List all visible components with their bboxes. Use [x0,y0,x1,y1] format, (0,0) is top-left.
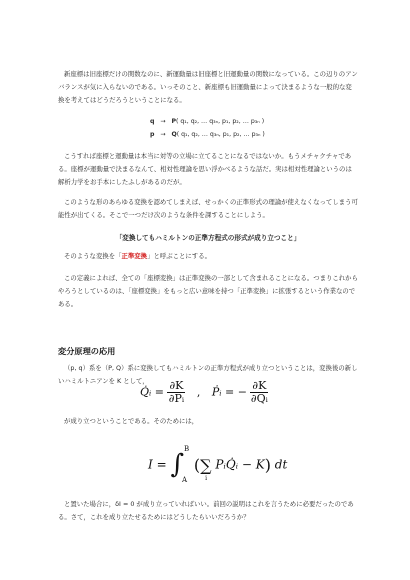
arrow-icon: → [156,118,170,125]
fraction-2-denominator: ∂Qᵢ [250,392,268,405]
integral-limits [184,445,190,485]
equation-p-symbol: p [150,131,155,138]
equation-lhs2: Ṗᵢ [211,385,222,399]
equation-P-function: P [171,118,176,125]
transform-equation-q [150,115,264,128]
fraction-1 [167,380,185,405]
equation-lhs1: Q̇ᵢ [140,385,152,399]
equation-separator: , [196,385,201,399]
equation-q-symbol: q [150,118,155,125]
paragraph-variation: と置いた場合に，δI = 0 が成り立っていればいい。前回の説明はこれを言うために必要だったのである。さて，これを成り立たせるためにはどうしたらいいだろうか？ [58,500,354,521]
integral-upper-limit: B [184,445,190,453]
paragraph-intro: 新座標は旧座標だけの関数なのに、新運動量は旧座標と旧運動量の関数になっている。この辺りのアンバランスが気に入らないのである。いっそのこと、新座標も旧運動量によって決まるような一般的な変換を考えてはどうだろうということになる。 [58,70,358,104]
paragraph-extension: この定義によれば、全ての「座標変換」は正準変換の一部として含まれることになる。つまりこれからやろうとしているのは、「座標変換」をもっと広い意味を持つ「正準変換」に拡張するという作業なのである。 [58,274,358,308]
equation-args: ( q₁, q₂, … q₃ₙ, p₁, p₂, … p₃ₙ ) [176,131,265,138]
integral-differential: dt [274,457,288,472]
paragraph-condition: このような形のあらゆる変換を認めてしまえば、せっかくの正準形式の理論が使えなくなってしまう可能性が出てくる。そこで一つだけ次のような条件を課することにしよう。 [58,198,358,219]
transform-equation-p [150,128,265,141]
equation-Q-function: Q [171,131,177,138]
action-integral: I = ∫ B A (∑ i PᵢQ̇ᵢ − K) dt [148,445,287,485]
equation-args: ( q₁, q₂, … q₃ₙ, p₁, p₂, … p₃ₙ ) [175,118,265,125]
paragraph-definition [58,250,358,263]
paragraph-hamiltonian: （p, q）系を（P, Q）系に変換してもハミルトンの正準方程式が成り立つということは，変換後の新しいハミルトニアンを K として， [58,364,358,385]
integral-lower-limit: A [182,476,188,484]
fraction-1-denominator: ∂Pᵢ [168,392,185,405]
paragraph-condition-2: が成り立つということである。そのためには， [64,417,199,425]
definition-prefix: そのような変換を「 [64,252,122,260]
fraction-2-numerator: ∂K [252,379,267,392]
highlight-heading: 「変換してもハミルトンの正準方程式の形式が成り立つこと」 [115,234,301,242]
fraction-2 [250,380,268,405]
canonical-transform-term: 正準変換 [121,252,148,260]
integrand: PᵢQ̇ᵢ − K [215,457,265,472]
paragraph-equality: こうすれば座標と運動量は本当に対等の立場に立てることになるではないか。もうメチャクチャである。座標が運動量で決まるなんて、相対性理論を思い浮かべるような話だ。実は相対性理論というのは解析力学をお手本にしたふしがあるのだが。 [58,152,352,186]
fraction-1-numerator: ∂K [169,379,184,392]
integral-sign: ∫ [170,449,184,480]
definition-suffix: 」と呼ぶことにする。 [147,252,211,260]
integral-lhs: I [148,457,153,472]
canonical-equations: Q̇ᵢ = $\frac{\partial K}{\text{∂Pᵢ}}$ , Ṗᵢ = − $\frac{\partial K}{\text{∂Qᵢ}}$ [140,379,268,405]
summation-index: i [205,474,207,482]
arrow-icon: → [156,131,170,138]
section-title: 変分原理の応用 [58,346,116,356]
summation-sign: ∑ i [200,456,211,475]
